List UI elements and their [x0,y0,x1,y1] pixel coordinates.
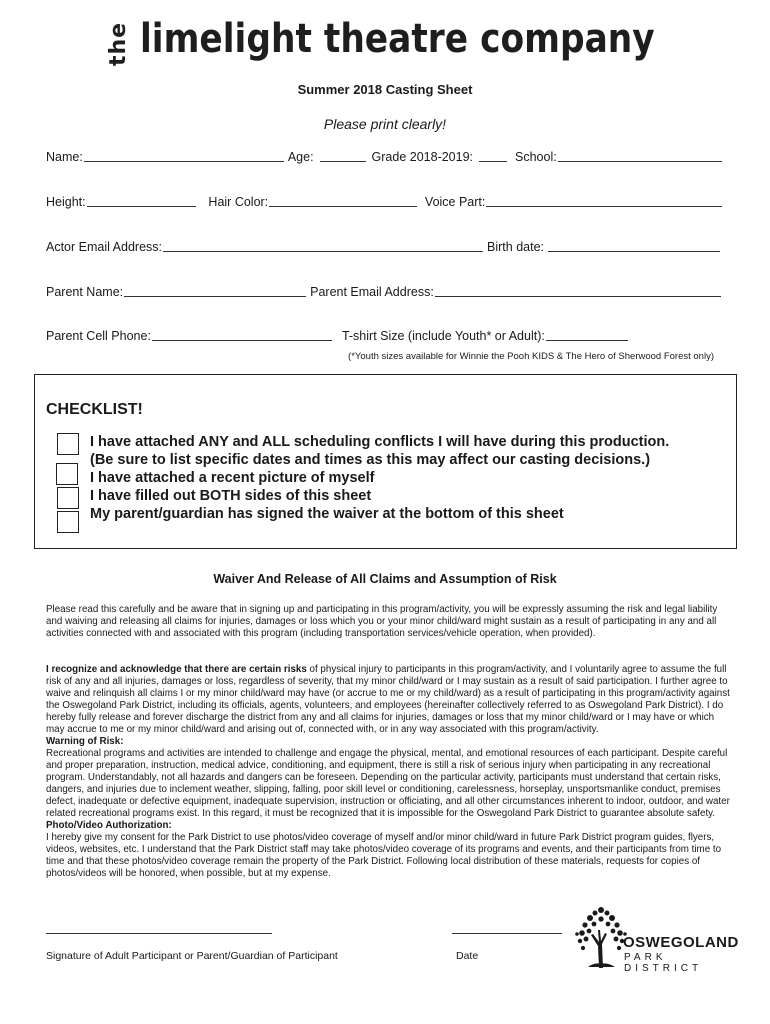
signature-line[interactable] [46,932,272,934]
page-subtitle: Please print clearly! [323,116,447,132]
company-logo-header [104,14,664,70]
actor-email-label: Actor Email Address: [46,240,163,254]
page-title: Summer 2018 Casting Sheet [297,82,473,97]
tshirt-label: T-shirt Size (include Youth* or Adult): [341,329,545,343]
checklist-item: I have attached a recent picture of myself [90,470,375,486]
checklist-box [34,374,737,549]
form-row-actor-email [46,240,724,254]
youth-sizes-note: (*Youth sizes available for Winnie the Pooh KIDS & The Hero of Sherwood Forest only) [348,351,714,362]
logo-brand: OSWEGOLAND [623,934,739,951]
checklist-item: I have filled out BOTH sides of this sheet [90,488,372,504]
voice-part-field[interactable] [486,195,722,207]
logo-company-name: limelight theatre company [140,16,655,62]
checklist-item: My parent/guardian has signed the waiver at the bottom of this sheet [90,506,564,522]
birth-date-label: Birth date: [487,240,544,254]
parent-email-field[interactable] [435,285,721,297]
warning-text: Recreational programs and activities are intended to challenge and engage the physical, mental, and emotional resources of each participant. Despite careful and proper preparation, instruction, medical advice, conditioning, and equipment, there is still a risk of serious injury when participating in any recreational program. Understandably, not all hazards and dangers can be foreseen. Depending on the particular activity, participants must understand that certain risks, dangers, and injuries due to inclement weather, slipping, falling, poor skill level or conditioning, carelessness, horseplay, unsportsmanlike conduct, premises defect, inadequate or defective equipment, inadequate supervision, instruction or officiating, and all other circumstances inherent to indoor, outdoor, and water related recreational programs exist. In this regard, it must be recognized that it is impossible for the Oswegoland Park District to guarantee absolute safety. [46,748,730,819]
waiver-intro: Please read this carefully and be aware that in signing up and participating in this program/activity, you will be expressly assuming the risk and legal liability and waiving and releasing all claims for injuries, damages or loss which you or your minor child/ward might sustain as a result of participating in any and all activities connected with and associated with this program (including transportation services/vehicle operation, when provided). [46,604,718,639]
school-label: School: [515,150,557,164]
school-field[interactable] [558,150,722,162]
parent-name-label: Parent Name: [46,285,124,299]
actor-email-field[interactable] [163,240,483,252]
form-row-cell [46,329,724,343]
age-field[interactable] [320,150,366,162]
recognize-text: of physical injury to participants in this program/activity, and I voluntarily agree to assume the full risk of any and all injuries, damages or loss, regardless of severity, that my minor child/ward or I may sustain as a result of said participation. I further agree to waive and relinquish all claims I or my minor child/ward may have (or accrue to me or my child/ward) as a result of participating in this program/activity against the Oswegoland Park District, including its officials, agents, volunteers, and employees (hereinafter collectively referred to as Oswegoland Park District). I do hereby fully release and forever discharge the district from any and all claims for injuries, damages or loss that my minor child/ward or I may have or which may accrue to me or my minor child/ward and arising out of, connected with, or in any way associated with this program/activity. [46,664,730,735]
checklist-checkbox-picture[interactable] [56,463,78,485]
date-line[interactable] [452,932,562,934]
waiver-body [46,664,730,880]
checklist-checkbox-waiver[interactable] [57,511,79,533]
parent-name-field[interactable] [124,285,306,297]
hair-color-field[interactable] [269,195,417,207]
photo-text: I hereby give my consent for the Park District to use photos/video coverage of myself and/or minor child/ward in future Park District program guides, flyers, videos, websites, etc. I understand that the Park District staff may take photos/video coverage of its programs and events, and their participants from time to time and that these photos/video coverage remain the property of the Park District. Following local distribution of these materials, requests for copies of photos/videos will be honored, when possible, but at my expense. [46,832,722,879]
checklist-checkbox-conflicts[interactable] [57,433,79,455]
name-label: Name: [46,150,83,164]
oswegoland-logo [573,904,739,974]
grade-field[interactable] [479,150,507,162]
form-row-height [46,195,724,209]
height-field[interactable] [87,195,197,207]
grade-label: Grade 2018-2019: [371,150,474,164]
birth-date-field[interactable] [548,240,720,252]
recognize-heading: I recognize and acknowledge that there are certain risks [46,664,307,675]
parent-email-label: Parent Email Address: [310,285,434,299]
voice-part-label: Voice Part: [424,195,486,209]
checklist-item: I have attached ANY and ALL scheduling conflicts I will have during this production. [90,434,670,450]
warning-heading: Warning of Risk: [46,736,124,747]
photo-heading: Photo/Video Authorization: [46,820,172,831]
parent-cell-field[interactable] [152,329,332,341]
logo-subtitle: PARK DISTRICT [624,952,703,974]
age-label: Age: [287,150,314,164]
checklist-heading: CHECKLIST! [46,401,143,418]
date-label: Date [456,950,479,962]
form-row-name [46,150,724,164]
checklist-checkbox-both-sides[interactable] [57,487,79,509]
signature-label: Signature of Adult Participant or Parent/Guardian of Participant [46,950,338,962]
parent-cell-label: Parent Cell Phone: [46,329,151,343]
tshirt-field[interactable] [546,329,628,341]
form-row-parent [46,285,724,299]
waiver-title: Waiver And Release of All Claims and Assumption of Risk [213,572,557,586]
checklist-items [90,433,669,523]
name-field[interactable] [84,150,284,162]
tree-icon [573,904,629,970]
checklist-item: (Be sure to list specific dates and times as this may affect our casting decisions.) [90,452,651,468]
logo-the: the [106,21,131,67]
height-label: Height: [46,195,86,209]
hair-color-label: Hair Color: [208,195,269,209]
